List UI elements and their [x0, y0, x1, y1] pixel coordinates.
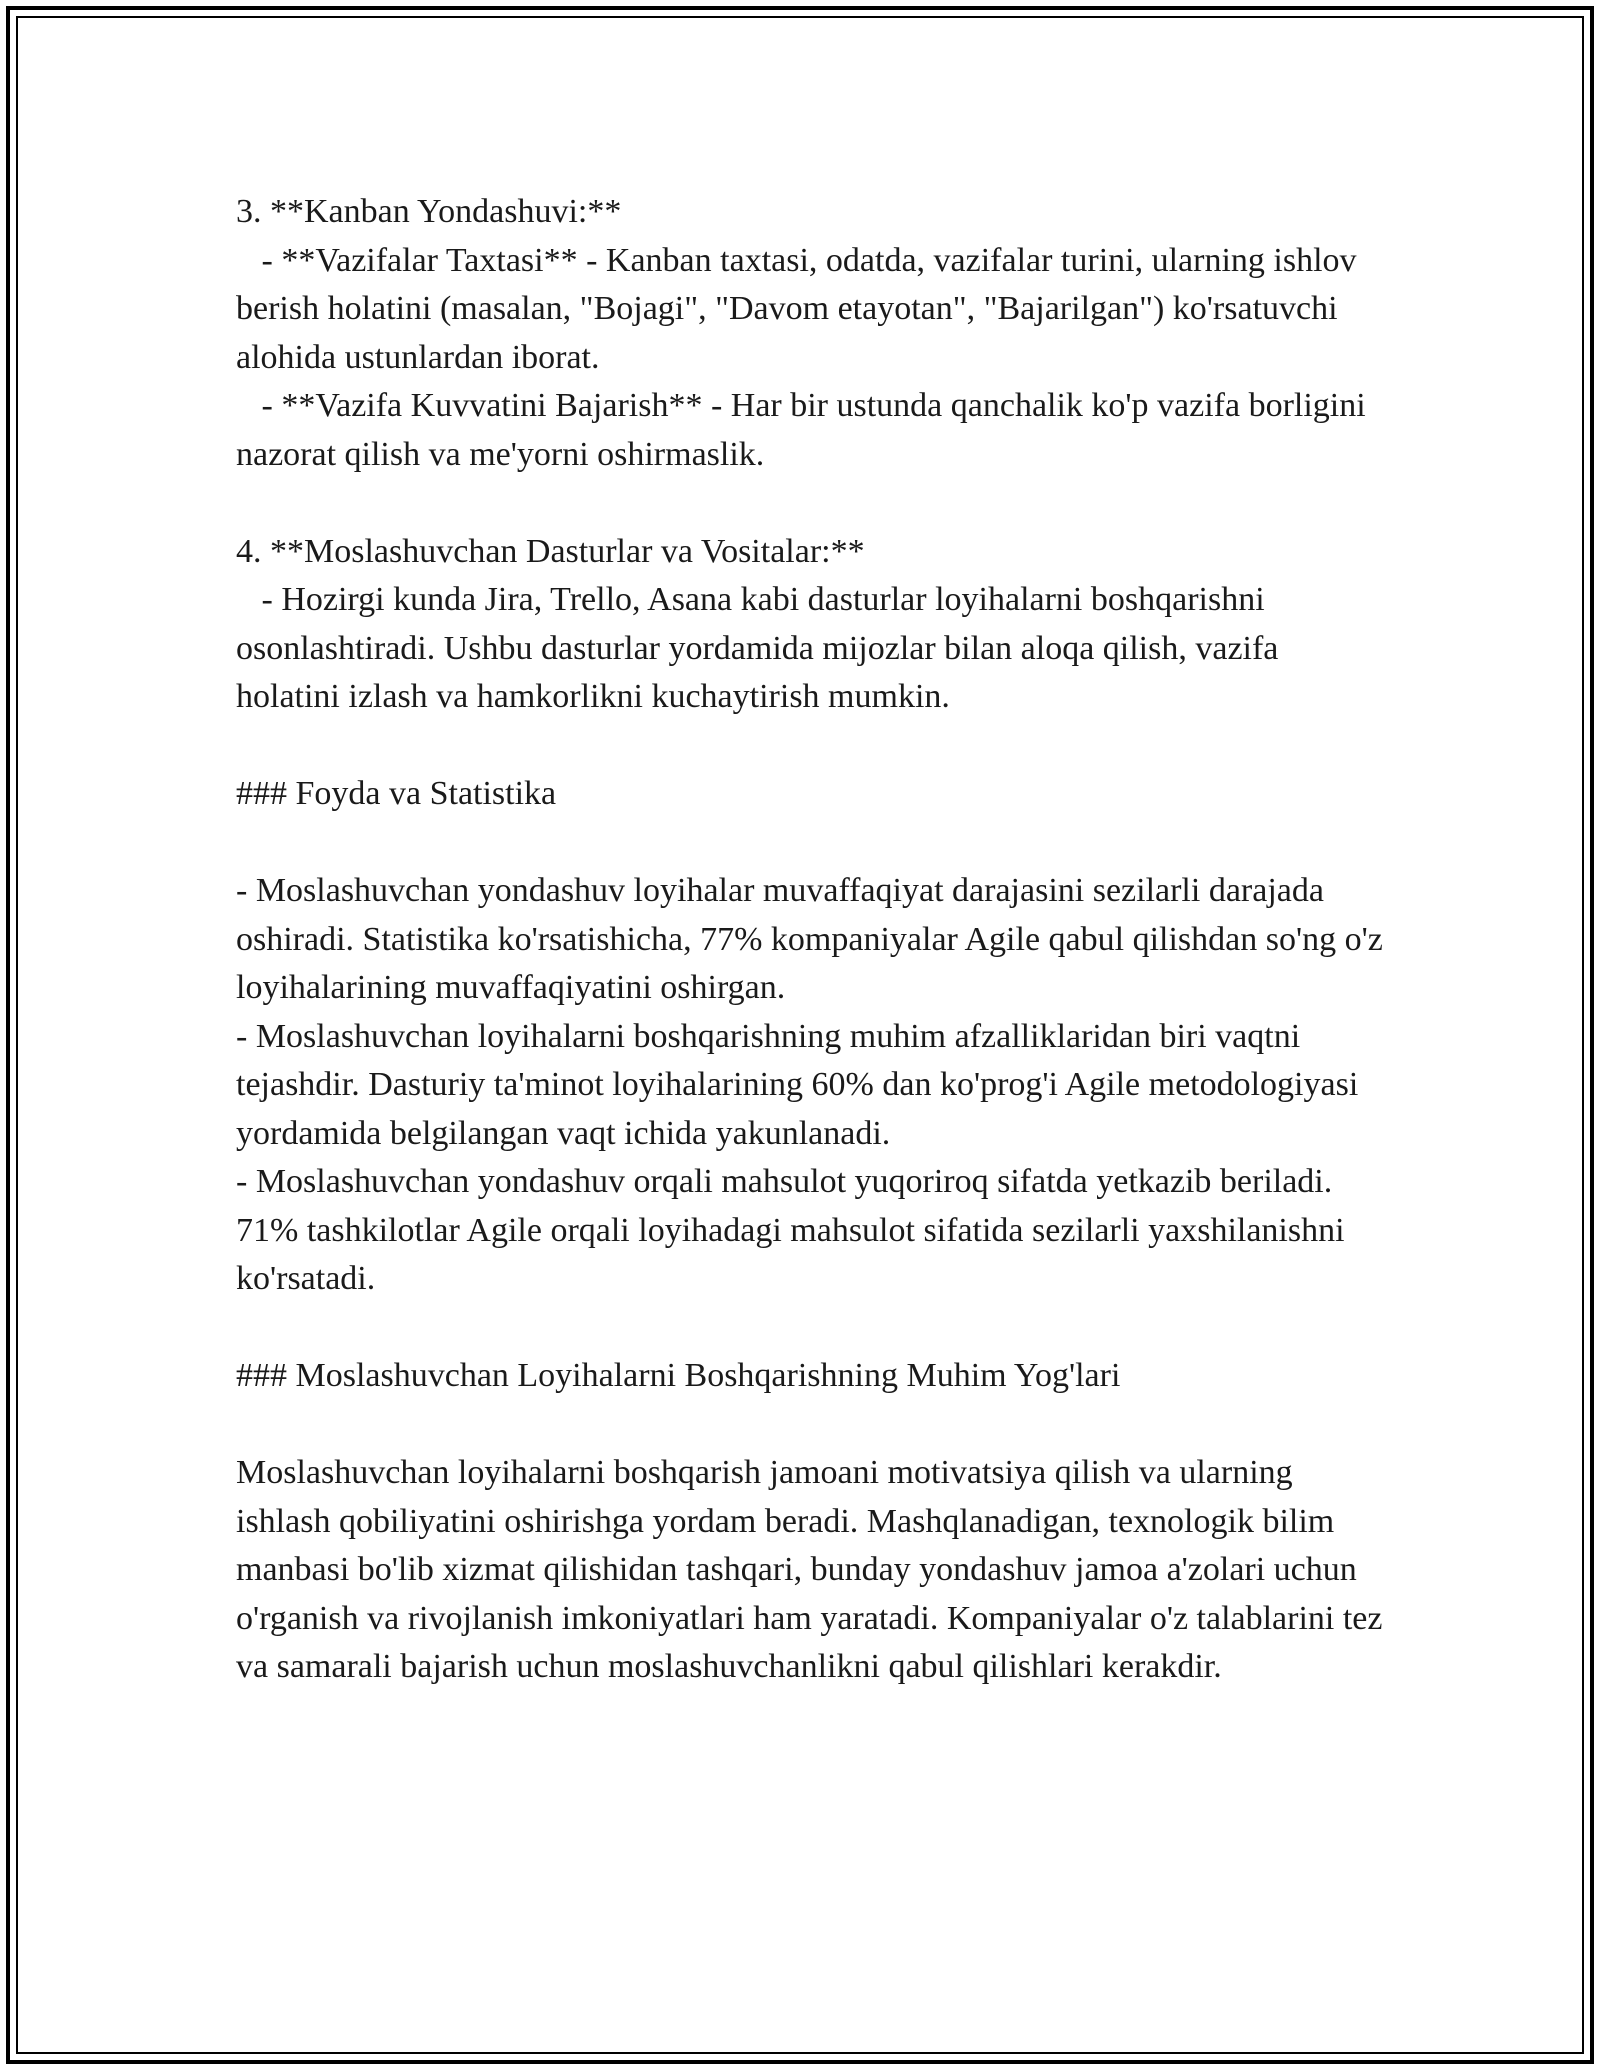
- kanban-heading: 3. **Kanban Yondashuvi:**: [236, 193, 622, 230]
- paragraph-gap: [236, 819, 1386, 868]
- paragraph-gap: [236, 479, 1386, 528]
- kanban-list-item: - **Vazifalar Taxtasi** - Kanban taxtasi, odatda, vazifalar turini, ularning ishlov berish holatini (masalan, "Bojagi", "Davom etayotan", "Bajarilgan") ko'rsatuvchi alohida ustunlardan iborat.: [236, 241, 1366, 376]
- kanban-list-item: - **Vazifa Kuvvatini Bajarish** - Har bir ustunda qanchalik ko'p vazifa borligini nazorat qilish va me'yorni oshirmaslik.: [236, 387, 1375, 473]
- section-heading-key-points: ### Moslashuvchan Loyihalarni Boshqarishning Muhim Yog'lari: [236, 1357, 1121, 1394]
- benefit-list-item: - Moslashuvchan yondashuv loyihalar muvaffaqiyat darajasini sezilarli darajada oshiradi. Statistika ko'rsatishicha, 77% kompaniyalar Agile qabul qilishdan so'ng o'z loyihalarining muvaffaqiyatini oshirgan.: [236, 872, 1392, 1006]
- paragraph-gap: [236, 1304, 1386, 1353]
- benefit-list-item: - Moslashuvchan yondashuv orqali mahsulot yuqoriroq sifatda yetkazib beriladi. 71% tashkilotlar Agile orqali loyihadagi mahsulot sifatida sezilarli yaxshilanishni ko'rsatadi.: [236, 1163, 1354, 1297]
- tools-list-item: - Hozirgi kunda Jira, Trello, Asana kabi dasturlar loyihalarni boshqarishni osonlashtiradi. Ushbu dasturlar yordamida mijozlar bilan aloqa qilish, vazifa holatini izlash va hamkorlikni kuchaytirish mumkin.: [236, 581, 1287, 715]
- closing-paragraph: Moslashuvchan loyihalarni boshqarish jamoani motivatsiya qilish va ularning ishlash qobiliyatini oshirishga yordam beradi. Mashqlanadigan, texnologik bilim manbasi bo'lib xizmat qilishidan tashqari, bunday yondashuv jamoa a'zolari uchun o'rganish va rivojlanish imkoniyatlari ham yaratadi. Kompaniyalar o'z talablarini tez va samarali bajarish uchun moslashuvchanlikni qabul qilishlari kerakdir.: [236, 1454, 1391, 1685]
- tools-heading: 4. **Moslashuvchan Dasturlar va Vositalar:**: [236, 532, 865, 570]
- section-heading-benefits: ### Foyda va Statistika: [236, 775, 557, 812]
- benefit-list-item: - Moslashuvchan loyihalarni boshqarishning muhim afzalliklaridan biri vaqtni tejashdir. Dasturiy ta'minot loyihalarining 60% dan ko'prog'i Agile metodologiyasi yordamida belgilangan vaqt ichida yakunlanadi.: [236, 1017, 1367, 1152]
- document-body: [236, 188, 1392, 1692]
- paragraph-gap: [236, 722, 1386, 771]
- paragraph-gap: [236, 1401, 1386, 1450]
